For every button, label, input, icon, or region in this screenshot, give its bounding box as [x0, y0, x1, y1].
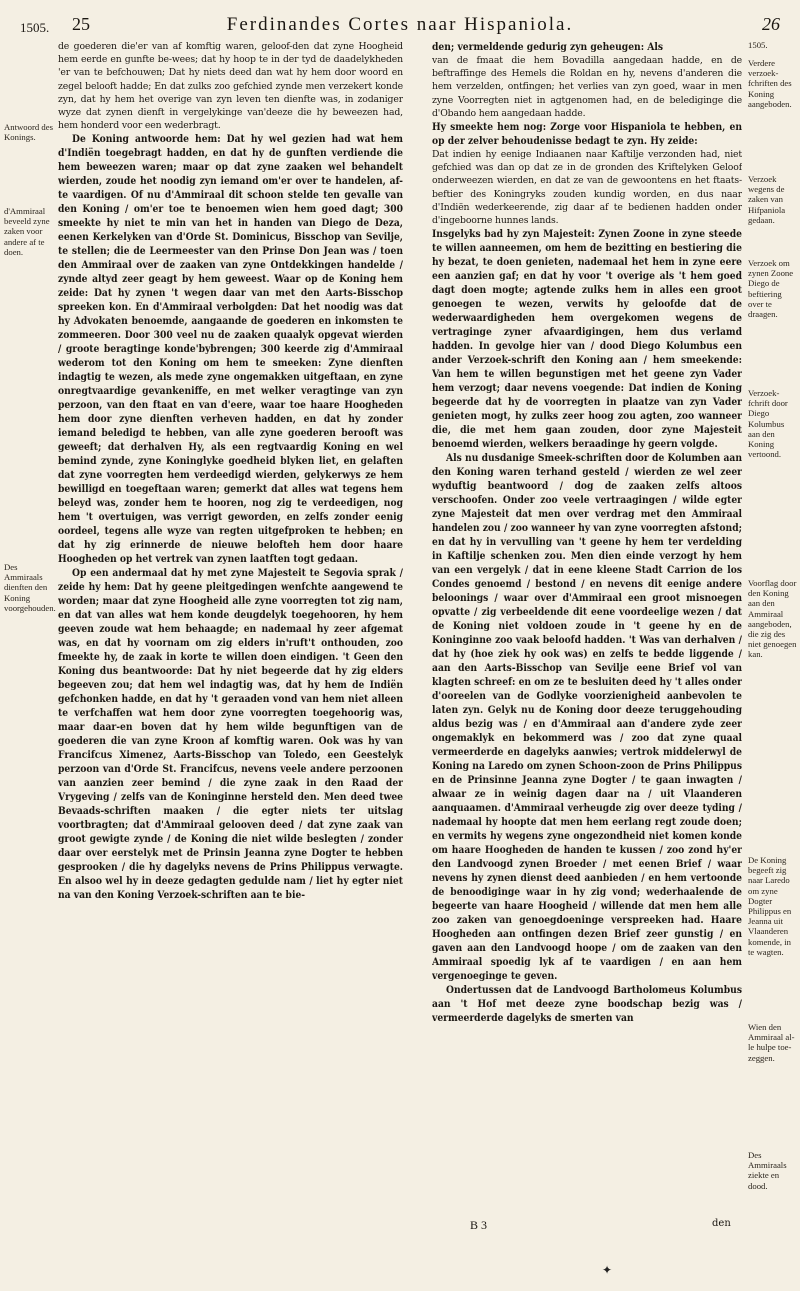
ornament-mark: ✦ [602, 1263, 613, 1277]
margin-note: De Koning begeeft zig naar Laredo om zyne Dogter Philippus en Jeanna uit Vlaanderen komende, in te wagten. [748, 855, 792, 957]
paragraph: Als nu dusdanige Smeek-schriften door de Kolumben aan den Koning waren terhand gesteld / wierden ze wel zeer wyduftig beantwoord / dog de zaaken zelfs altoos verschoofen. Onder zoo veele vertraagingen / wilde egter zyne Majesteit dat men over verdrag met den Ammiraal handelen zou / zoo wanneer hy van zyne voorregten afstond; en dat hy in vervulling van 't geene hy hem ter verdelding in Kaftilje schenken zou. Men dien einde verzogt hy hem van een vergelyk / dat in eene kleene Stadt Carrion de los Condes genoemd / bestond / en nevens dit eenige andere beloonings / waar over d'Ammiraal een groot misnoegen opvatte / zig verbeeldende dit eene voordeelige wezen / dat de Koning niet voldoen zoude in 't geene hy en de Koninginne zoo vaak beloofd hadden. 't Was van derhalven / dat hy (hoe ziek hy ook was) en zelfs te bedde liggende / aan den Aarts-Bisschop van Sevilje eene Brief vol van klagten schreef: en om ze te besluiten deed hy 't alles onder d'ooreelen van de Godlyke voorzienigheid aanbevolen te laten zyn. Gelyk nu de Koning door deeze teruggehouding aldus bezig was / en d'Ammiraal aan d'andere zyde zeer ongemaklyk en bekommerd was / zoo dat zyne quaal vermeerderde en dagelyks aanwies; vertrok middelerwyl de Koning na Laredo om zynen Schoon-zoon de Prins Philippus en de Prinsinne Jeanna zyne Dogter / te gaan inwagten / alwaar ze in weinig dagen daar na / uit Vlaanderen aanquaamen. d'Ammiraal verheugde zig over deeze tyding / nademaal hy hoopte dat men hem eerlang regt zoude doen; en vermits hy wegens zyne ongezondheid niet komen konde om haare Hoogheden de handen te kussen / zoo zond hy'er den Landvoogd zynen Broeder / met eenen Brief / waar nevens hy zynen dienst deed aanbieden / en hem vertoonde de benoodiginge waar in hy zig vond; wederhaalende de begeerte van haare Hoogheid / willende dat men hem alle zoo zaken van genoegdoeninge verspreeken had. Haare Hoogheden aan ontfingen dezen Brief zeer gunstig / en gaven aan den Landvoogd hoope / om de zaaken van den Ammiraal spoedig lyk af te vaardigen / en aan hem vergenoeginge te geven. [432, 452, 742, 983]
paragraph: Hy smeekte hem nog: Zorge voor Hispaniola te hebben, en op der zelver behoudenisse bedagt te zyn. Hy zeide: [432, 121, 742, 148]
margin-note: Verzoek-fchrift door Diego Kolumbus aan den Koning vertoond. [748, 388, 788, 460]
catchword: den [712, 1218, 731, 1229]
running-header [20, 14, 780, 36]
paragraph: Op een andermaal dat hy met zyne Majesteit te Segovia sprak / zeide hy hem: Dat hy geene pleitgedingen wenfchte aangewend te worden; maar dat zyne Hoogheid alle zyne voorregten tot zig nam, en dat van alles wat hem konde deugdelyk toegehooren, hy hem geeven zoude wat hem behaagde; en nademaal hy zeer afgemat was, en dat hy voornam om zig elders in'ruft't onthouden, zoo fmeekte hy, de zaak in korte te willen doen eindigen. 't Geen den Koning dus beantwoorde: Dat hy niet begeerde dat hy zig elders begeeven zou; dat hem wel indagtig was, dat hy hem de Indiën gefchonken hadde, en dat hy 't geraaden vond van hem niet alleen te verfchaffen wat hem door zyne voorregten toegehoorig was, maar daar-en boven dat hy hem wilde begunftigen van de goederen die van zyne Kroon af komftig waren. Ook was hy van Francifcus Ximenez, Aarts-Bisschop van Toledo, een Geestelyk perzoon van d'Orde St. Francifcus, nevens veele andere perzoonen van aanzien zeer bemind / die zyne zaak in den Raad der Vrygeving / zelfs van de Koninginne hersteld den. Men deed twee Bevaads-schriften maaken / die egter niets ter uitslag voortbragten; dat d'Ammiraal gelooven deed / dat zyne zaak van groot gewigte zynde / de Koning die niet wilde beslegten / zonder daar over eerstelyk met de Prinsin Jeanna zyne Dogter te hebben gesprooken / die hy dagelyks nevens de Prins Philippus verwagte. En alsoo wel hy in deeze gedagten gedulde nam / liet hy egter niet na van den Koning Verzoek-schriften aan te bie- [58, 567, 403, 902]
paragraph: De Koning antwoorde hem: Dat hy wel gezien had wat hem d'Indiën toegebragt hadden, en dat hy de gunften verdiende die hem beweezen waren; maar op dat zyne zaaken wel behandelt wierden, zoude het noodig zyn iemand om'er over te handelen, af-te vaardigen. Of nu d'Ammiraal dit schoon stelde ten gevalle van den Koning / om'er toe te benoemen wien hem goed dagt; 300 smeekte hy niet te min van het in handen van Diego de Deza, eenen Kerkelyken van d'Orde St. Dominicus, Bisschop van Sevilje, te stellen; die de Leermeester van den Prinse Don Jean was / toen den Ammiraal over de zaaken van zyne Ontdekkingen handelde / zynde altyd zeer geagt by hem geweest. Waar op de Koning hem zeide: Dat hy zynen 't wegen daar van met den Aarts-Bisschop spreeken kon. En d'Ammiraal verbolgden: Dat het noodig was dat hy Advokaten benoemde, aangaande de goederen en inkomsten te zommeeren. Door 300 veel nu de zaaken quaalyk opgevat wierden / groote beragtinge konde'bybrengen; 300 keerde zig d'Ammiraal wederom tot den Koning om hem te smeeken: Zyne dienften indagtig te wezen, als mede zyne ongemakken uitgeftaan, en zyne onregtvaardige gevankeniffe, en met welker veragtinge van zyn perzoon, van den ftaat en van d'eere, waar toe haare Hoogheden hem door zyne dienften verheven hadden, en dat hy zonder iemand beledigd te hebben, van alle zyne goederen berooft was geweeft; dat derhalven Hy, als een regtvaardig Koning en wel bemind zynde, zyne Koninglyke goedheid blyken liet, en gelaften dat zyne voorregten hem verdeedigd wierden, gelykerwys ze hem bewilligd en toegeftaan waren; gemerkt dat alles wat tegens hem beleyd was, zonder hem te hooren, nog zig te verdeedigen, nog hem 't overtuigen, was verrigt geworden, en zelfs zonder eenig oordeel, tegens alle wyze van regten uitgefproken te hebben; en dat hy zig erinnerde de nieuwe belofteh hem door haare Hoogheden op het vertrek van zynen laatften togt gedaan. [58, 133, 403, 566]
paragraph: Ondertussen dat de Landvoogd Bartholomeus Kolumbus aan 't Hof met deeze zyne boodschap bezig was / vermeerderde dagelyks de smerten van [432, 984, 742, 1025]
margin-note: Verdere verzoek-fchriften des Koning aangeboden. [748, 58, 792, 109]
right-text-column [432, 40, 742, 1276]
page-number: 25 [72, 14, 90, 34]
left-text-column [58, 40, 403, 1276]
running-title: Ferdinandes Cortes naar Hispaniola. [226, 14, 574, 35]
paragraph: Dat indien hy eenige Indiaanen naar Kaftilje verzonden had, niet gefchied was dan op dat ze in de gronden des Kriftelyken Geloof onderweezen wierden, en dat ze van de gewoontens en het ftaats-beftier des Koningryks zouden kundig worden, en dus naar d'Indiën wederkeerende, zig daar af te bedienen hadden onder d'ingeboorne hunnes lands. [432, 149, 742, 227]
paragraph: van de fmaat die hem Bovadilla aangedaan hadde, en de beftraffinge des Hemels die Roldan en hy, nevens d'anderen die hem verzelden, ontfingen; het verlies van zyn goed, waar in men zyne Voorregten niet in agtgenomen had, en de belediginge die d'Obando hem aangedaan hadde. [432, 55, 742, 119]
margin-note: 1505. [748, 40, 768, 50]
paragraph: den; vermeldende gedurig zyn geheugen: Als [432, 41, 664, 53]
margin-note: Wien den Ammiraal al-le hulpe toe-zeggen. [748, 1022, 795, 1063]
margin-note: Voorflag door den Koning aan den Ammiraal aangeboden, die zig des niet genoegen kan. [748, 578, 797, 660]
folio-number: 26 [762, 14, 780, 34]
margin-note: Des Ammiraals dienften den Koning voorgehouden. [4, 562, 56, 613]
signature-mark: B 3 [470, 1218, 488, 1232]
margin-note: Verzoek wegens de zaken van Hifpaniola gedaan. [748, 174, 786, 225]
paragraph: Insgelyks bad hy zyn Majesteit: Zynen Zoone in zyne steede te willen aanneemen, om hem de bezitting en bestiering die hy bezat, te doen genieten, nademaal het hem in zyne eere een aanzien gaf; en dat hy voor 't overige als 't hem goed dagt doen mogte; agtende zulks hem in alles een groot genoegen te wezen, verwits hy geloofde dat de wederwaardigheden hem overgekomen wegens de vertraginge zyner afvaardigingen, hem dus verlamd hadden. In gevolge hier van / dood Diego Kolumbus een ander Verzoek-schrift den Koning aan / hem smeekende: Van hem te willen begunstigen met het geene zyn Vader hem verzogt; daar nevens voegende: Dat indien de Koning begeerde dat hy de voorregten in plaatze van zyn Vader genieten mogt, hy zulks zeer hoog zou agten, zoo wanneer die, die met hem gaan zouden, door zyne Majesteit benoemd wierden, welkers beraadinge hy geern volgde. [432, 228, 742, 451]
margin-note: d'Ammiraal beveeld zyne zaken voor andere af te doen. [4, 206, 50, 257]
margin-note: Des Ammiraals ziekte en dood. [748, 1150, 787, 1191]
margin-note: Verzoek om zynen Zoone Diego de beftiering over te draagen. [748, 258, 794, 320]
paragraph: de goederen die'er van af komftig waren, geloof-den dat zyne Hoogheid hem eerde en gunfte be-wees; dat hy hoop te in der tyd de daadelykheden 'er van te befchouwen; Dat hy niets deed dan wat hy hem door woord en zegel belooft hadde; En dat zulks zoo gefchied zynde men verzekert konde zyn, dat hy hem het overige van zyn leven ten dienfte was, in zodaniger wyze dat zynen dienft in vergelykinge van'deeze die hy beweezen had, hem honderd voor een wederbragt. [58, 41, 403, 132]
header-year: 1505. [20, 20, 50, 35]
margin-note: Antwoord des Konings. [4, 122, 53, 143]
